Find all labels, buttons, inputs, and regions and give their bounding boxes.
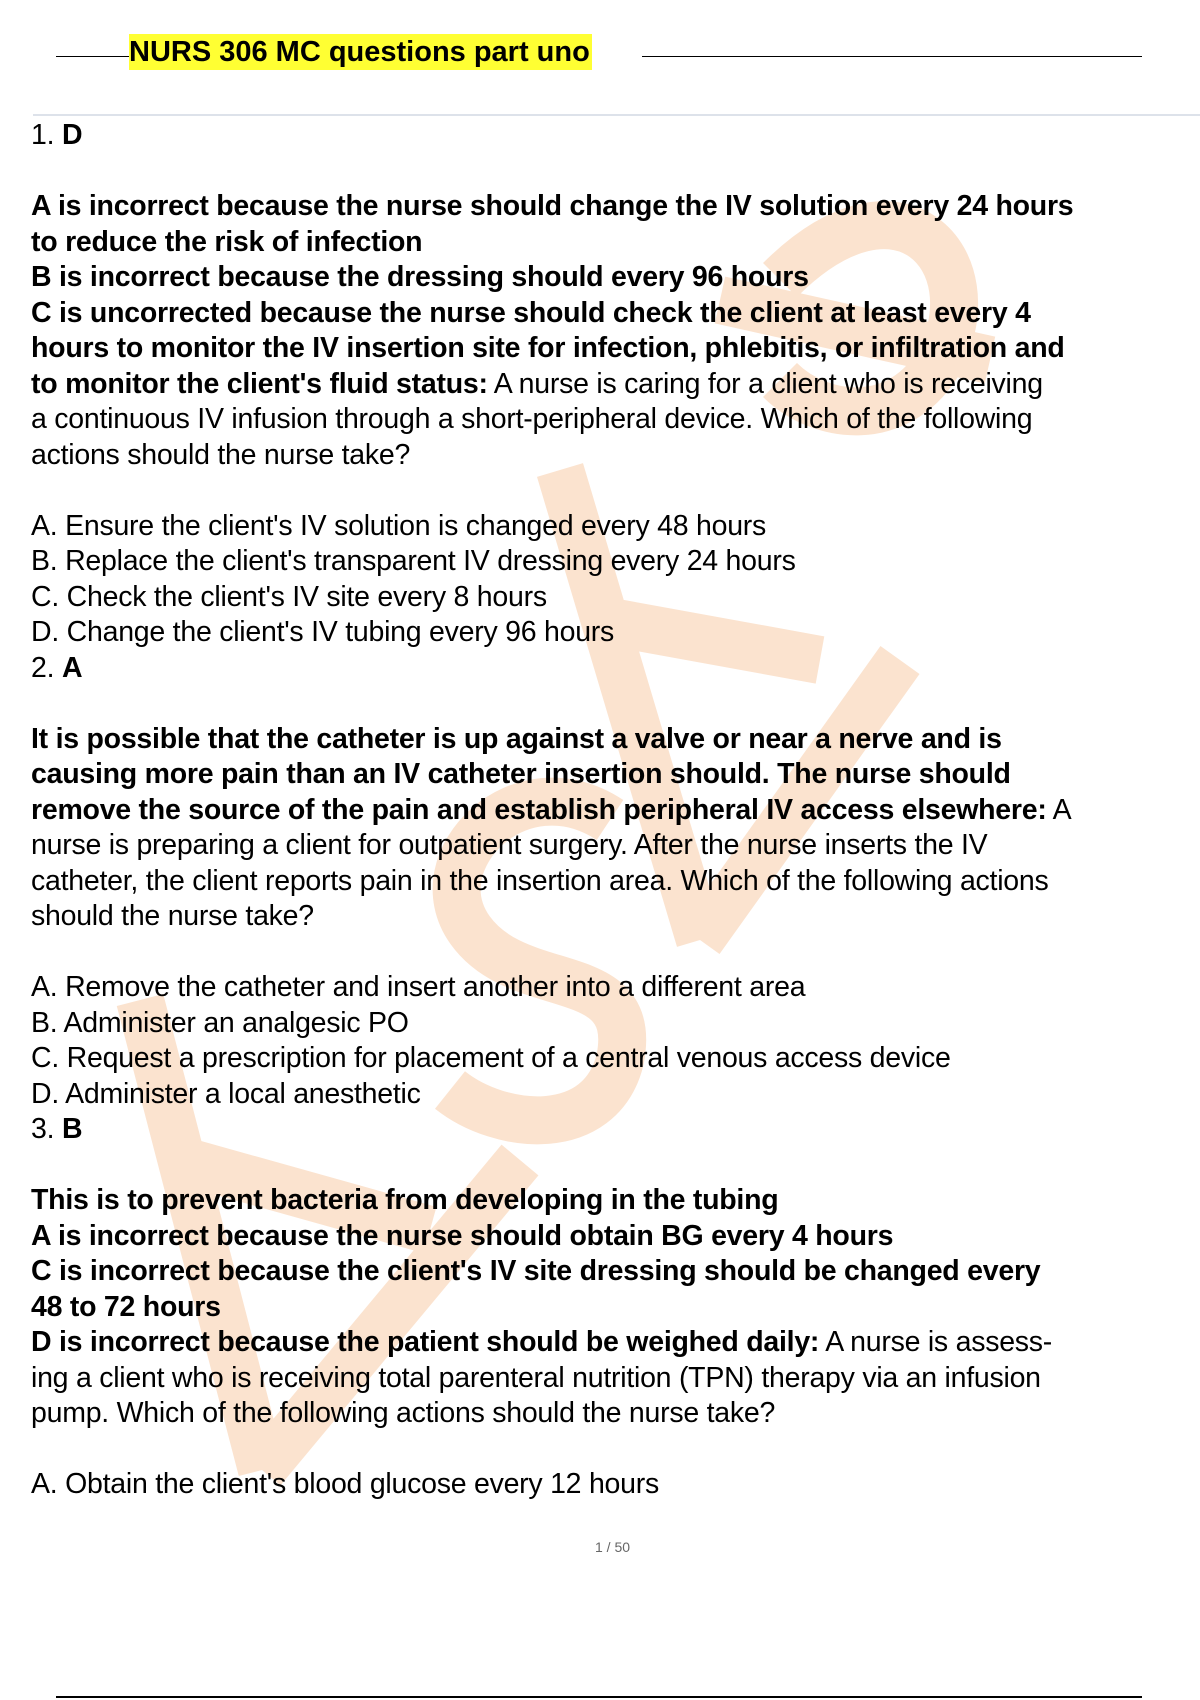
answer-option: C. Request a prescription for placement of a central venous access device	[31, 1042, 951, 1074]
question-stem-start: A	[1046, 793, 1072, 826]
question-stem-start: A nurse is caring for a client who is receiving	[487, 367, 1043, 400]
answer-option: A. Ensure the client's IV solution is changed every 48 hours	[31, 509, 767, 542]
page-title: NURS 306 MC questions part uno	[129, 36, 590, 68]
answer-letter: B	[61, 1113, 83, 1145]
page-number: 1 / 50	[594, 1539, 631, 1555]
question-stem-line: actions should the nurse take?	[31, 438, 411, 471]
rationale-line: C is incorrect because the client's IV site dressing should be changed every	[31, 1255, 1041, 1287]
answer-letter: A	[61, 651, 83, 684]
rationale-line: D is incorrect because the patient should be weighed daily:	[31, 1326, 820, 1358]
blank-line	[31, 154, 1200, 190]
blank-line	[31, 473, 1200, 509]
header-separator	[33, 114, 1200, 116]
rationale-line: to reduce the risk of infection	[31, 225, 423, 258]
question-stem-line: catheter, the client reports pain in the insertion area. Which of the following actions	[31, 864, 1049, 897]
answer-letter: D	[61, 119, 83, 151]
answer-option: D. Change the client's IV tubing every 96 hours	[31, 616, 615, 648]
title-rule-right	[642, 56, 1142, 57]
blank-line	[31, 935, 1200, 971]
answer-option: A. Obtain the client's blood glucose every 12 hours	[31, 1468, 659, 1500]
rationale-line: 48 to 72 hours	[31, 1290, 221, 1323]
question-stem-line: should the nurse take?	[31, 900, 314, 932]
rationale-line: causing more pain than an IV catheter insertion should. The nurse should	[31, 758, 1011, 790]
rationale-line: This is to prevent bacteria from developing in the tubing	[31, 1184, 779, 1216]
rationale-question-line	[31, 793, 1200, 829]
answer-key-line	[31, 1112, 1200, 1148]
blank-line	[31, 686, 1200, 722]
rationale-line: to monitor the client's fluid status:	[31, 367, 488, 400]
question-stem-line: ing a client who is receiving total parenteral nutrition (TPN) therapy via an infusion	[31, 1361, 1041, 1394]
answer-key-line	[31, 118, 1200, 154]
answer-option: A. Remove the catheter and insert another into a different area	[31, 971, 806, 1003]
rationale-question-line	[31, 1325, 1200, 1361]
answer-number: 1.	[31, 119, 55, 151]
rationale-line: A is incorrect because the nurse should obtain BG every 4 hours	[31, 1219, 894, 1252]
rationale-line: A is incorrect because the nurse should change the IV solution every 24 hours	[31, 190, 1074, 222]
rationale-question-line	[31, 367, 1200, 403]
rationale-line: B is incorrect because the dressing should every 96 hours	[31, 261, 809, 293]
footer-rule	[56, 1696, 1142, 1698]
document-body	[31, 118, 1200, 1503]
rationale-line: remove the source of the pain and establish peripheral IV access elsewhere:	[31, 793, 1047, 826]
answer-option: B. Administer an analgesic PO	[31, 1006, 409, 1039]
rationale-line: hours to monitor the IV insertion site for infection, phlebitis, or infiltration and	[31, 332, 1065, 364]
rationale-line: C is uncorrected because the nurse should check the client at least every 4	[31, 296, 1031, 329]
question-stem-start: A nurse is assess-	[819, 1326, 1053, 1358]
title-rule-left	[56, 56, 130, 57]
question-stem-line: pump. Which of the following actions should the nurse take?	[31, 1397, 776, 1429]
blank-line	[31, 1148, 1200, 1184]
answer-option: D. Administer a local anesthetic	[31, 1077, 421, 1110]
answer-key-line	[31, 651, 1200, 687]
rationale-line: It is possible that the catheter is up against a valve or near a nerve and is	[31, 722, 1002, 755]
question-stem-line: nurse is preparing a client for outpatient surgery. After the nurse inserts the IV	[31, 829, 988, 861]
answer-number: 2.	[31, 651, 55, 684]
answer-option: C. Check the client's IV site every 8 hours	[31, 580, 547, 613]
question-stem-line: a continuous IV infusion through a short-peripheral device. Which of the following	[31, 403, 1033, 435]
answer-option: B. Replace the client's transparent IV dressing every 24 hours	[31, 545, 796, 577]
blank-line	[31, 1432, 1200, 1468]
answer-number: 3.	[31, 1113, 55, 1145]
